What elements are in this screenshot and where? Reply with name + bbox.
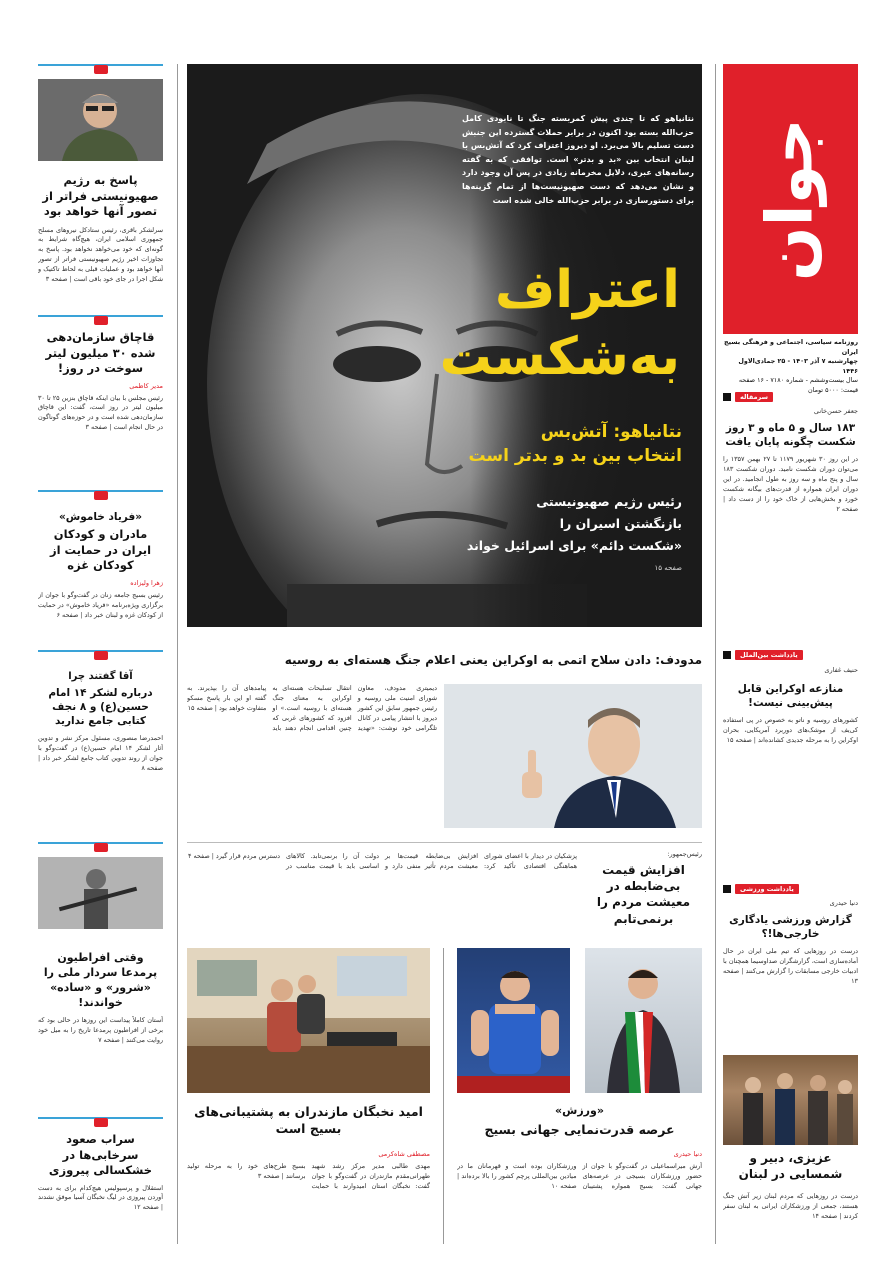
tagline: روزنامه سیاسی، اجتماعی و فرهنگی بسیج ایران <box>724 338 858 356</box>
right-story-3 <box>723 884 858 1031</box>
elites-byline: مصطفی شاه‌کرمی <box>378 1150 430 1158</box>
kicker: «فریاد خاموش» <box>59 511 142 523</box>
left-story-3 <box>38 490 163 645</box>
inflation-story <box>585 850 702 927</box>
byline: جعفر حسن‌خانی <box>813 407 858 415</box>
section-tag: یادداشت بین‌الملل <box>735 650 803 660</box>
medvedev-portrait-icon <box>444 684 702 828</box>
sport-kicker: «ورزش» <box>555 1104 604 1117</box>
newspaper-logo: جوان <box>753 118 828 281</box>
section-bar <box>723 884 858 894</box>
headline[interactable]: سراب صعود سرخابی‌ها در خشکسالی پیروزی <box>48 1132 153 1178</box>
lead-intro: نتانیاهو که تا چندی پیش کمربسته جنگ تا نابودی کامل حزب‌الله بسته بود اکنون در برابر حملات گسترده این جنبش دست تسلیم بالا می‌برد. او دیروز اعتراف کرد که آتش‌بس با لبنان انتخاب بین «بد و بدتر» است. توافقی که به گفته رسانه‌های عبری، دلایل مخرمانه زیادی در پس آن وجود دارد و نشان می‌دهد که دست صهیونیست‌ها از تمام گزینه‌ها برای دستورسازی در برابر حزب‌الله خالی شده است <box>462 114 694 205</box>
lebanon-headline[interactable]: عزیزی، دبیر و شمسایی در لبنان <box>738 1151 843 1182</box>
general-portrait-icon <box>38 79 163 161</box>
athlete-with-flag-icon <box>585 948 702 1093</box>
section-badge <box>94 843 108 852</box>
page-ref: صفحه ۱۵ <box>654 564 682 572</box>
headline[interactable]: گزارش ورزشی یادگاری خارجی‌ها!؟ <box>729 914 852 941</box>
masthead-info <box>723 338 858 396</box>
section-badge <box>94 1118 108 1127</box>
workshop-scene-icon <box>187 948 430 1093</box>
lebanon-body: درست در روزهایی که مردم لبنان زیر آتش جنگ هستند، جمعی از ورزشکاران ایرانی به لبنان سفر کردند | صفحه ۱۴ <box>723 1192 858 1220</box>
divider <box>187 842 702 843</box>
medvedev-kicker: مدودف: <box>655 653 702 667</box>
right-story-1 <box>723 392 858 623</box>
body-text: رئیس مجلس با بیان اینکه قاچاق بنزین ۲۵ تا ۳۰ میلیون لیتر در روز است، گفت: این قاچاق سازمان‌دهی شده است و در حوزه‌های گوناگون در حال انجام است | صفحه ۳ <box>38 393 163 432</box>
kicker: آقا گفتند چرا <box>68 671 133 682</box>
price: قیمت: ۵۰۰۰ تومان <box>807 386 858 395</box>
body-text: کشورهای روسیه و ناتو به خصوص در پی استفاده کی‌یف از موشک‌های دوربرد آمریکایی، بحران اوکراین را به مرحله جدیدی کشانده‌اند | صفحه ۱۵ <box>723 716 858 745</box>
lead-headline-line2[interactable]: به‌شکست <box>439 327 680 387</box>
section-square-icon <box>723 651 731 659</box>
section-badge <box>94 316 108 325</box>
headline[interactable]: مادران و کودکان ایران در حمایت از کودکان غزه <box>49 527 152 573</box>
headline[interactable]: ۱۸۳ سال و ۵ ماه و ۳ روز شکست چگونه پایان یافت <box>725 422 856 449</box>
left-story-1 <box>38 64 163 298</box>
inflation-headline[interactable]: افزایش قیمت بی‌ضابطه در معیشت مردم را برنمی‌تابم <box>596 863 691 926</box>
elites-body: مهدی طالبی مدیر مرکز رشد شهید طهرانی‌مقدم مازندران در گفت‌وگو با جوان گفت: نخبگان استان امیدوارند با حمایت بسیج طرح‌های خود را به مرحله تولید برسانند | صفحه ۳ <box>187 1162 430 1190</box>
left-story-2 <box>38 315 163 466</box>
lead-subhead-line2: انتخاب بین بد و بدتر است <box>468 446 682 466</box>
second-line2[interactable]: بازنگشتن اسیران را <box>559 516 682 531</box>
headline[interactable]: قاچاق سازمان‌دهی شده ۳۰ میلیون لیتر سوخت در روز! <box>45 330 156 376</box>
medvedev-photo <box>444 684 702 828</box>
inflation-body: پزشکیان در دیدار با اعضای شورای هماهنگی اقتصادی تأکید کرد: افزایش بی‌ضابطه قیمت‌ها بر معیشت مردم تأثیر منفی دارد و دولت آن را برنمی‌تابد. کالاهای اساسی باید با قیمت مناسب در دسترس مردم قرار گیرد | صفحه ۴ <box>188 852 577 870</box>
historic-photo <box>38 857 163 929</box>
sport-byline: دنیا حیدری <box>673 1150 702 1158</box>
byline: زهرا ولیزاده <box>130 578 163 587</box>
body-text: آستان کاملاً پیداست این روزها در حالی بود که برخی از افراطیون پرمدعا تاریخ را به میل خود روایت می‌کنند | صفحه ۷ <box>38 1016 163 1045</box>
section-badge <box>94 651 108 660</box>
second-line3[interactable]: «شکست دائم» برای اسرائیل خواند <box>466 538 682 553</box>
second-line1[interactable]: رئیس رژیم صهیونیستی <box>536 494 682 509</box>
section-bar <box>723 392 858 402</box>
column-divider <box>715 64 716 1244</box>
medvedev-title: دادن سلاح اتمی به اوکراین یعنی اعلام جنگ هسته‌ای به روسیه <box>284 653 652 667</box>
sport-body: آرش میراسماعیلی در گفت‌وگو با جوان از حضور ورزشکاران بسیجی در عرصه‌های جهانی گفت: بسیج همواره پشتیبان ورزشکاران بوده است و قهرمانان ما در میادین بین‌المللی پرچم کشور را بالا برده‌اند | صفحه ۱۰ <box>457 1162 702 1190</box>
body-text: استقلال و پرسپولیس هیچ‌کدام برای به دست آوردن پیروزی در لیگ نخبگان آسیا موفق نشدند | صفحه ۱۲ <box>38 1183 163 1212</box>
section-badge <box>94 491 108 500</box>
column-divider <box>177 64 178 1244</box>
body-text: در این روز ۳۰ شهریور ۱۱۷۹ تا ۲۷ بهمن ۱۳۵۷ را می‌توان دوران شکست نامید. دوران شکست ۱۸۳ سال و پنج ماه و سه روز به طول انجامید. در این دوران ایران همواره از قدرت‌های بیگانه شکست خورد و بخش‌هایی از خاک خود را از دست داد | صفحه ۲ <box>723 455 858 513</box>
date-line: چهارشنبه ۷ آذر ۱۴۰۳ - ۲۵ جمادی‌الاول ۱۴۴۶ <box>738 357 858 375</box>
section-tag: سرمقاله <box>735 392 773 402</box>
people-figures-icon <box>723 1055 858 1145</box>
lead-story <box>187 64 702 627</box>
column-divider <box>443 948 444 1244</box>
wrestler-figure-icon <box>457 948 570 1093</box>
wrestler-photo <box>457 948 570 1093</box>
section-tag: یادداشت ورزشی <box>735 884 799 894</box>
athlete-flag-photo <box>585 948 702 1093</box>
section-bar <box>723 650 858 660</box>
section-square-icon <box>723 885 731 893</box>
lead-headline-line1[interactable]: اعتراف <box>494 260 680 320</box>
sport-headline[interactable]: عرصه قدرت‌نمایی جهانی بسیج <box>484 1122 675 1137</box>
elites-headline[interactable]: امید نخبگان مازندران به پشتیبانی‌های بسیج است <box>194 1104 423 1136</box>
body-text: درست در روزهایی که تیم ملی ایران در حال آماده‌سازی است، گزارشگران صداوسیما همچنان با ادبیات خارجی مسابقات را گزارش می‌کنند | صفحه ۱۳ <box>723 947 858 986</box>
body-text: سرلشکر باقری، رئیس ستادکل نیروهای مسلح جمهوری اسلامی ایران، هیچ‌گاه شرایط به گونه‌ای که خود می‌خواهد نخواهد بود. پاسخ به تجاوزات اخیر رژیم صهیونیستی فراتر از تصور آنها خواهد بود و عملیات قبلی به لحاظ تاکتیک و شکل اجرا در جای خود باقی است | صفحه ۳ <box>38 225 163 284</box>
headline[interactable]: پاسخ به رژیم صهیونیستی فراتر از تصور آنها خواهد بود <box>42 173 159 219</box>
lead-subhead-line1: نتانیاهو: آتش‌بس <box>540 422 682 442</box>
headline[interactable]: منازعه اوکراین قابل پیش‌بینی نیست! <box>737 683 844 710</box>
soldier-with-rifle-icon <box>38 857 163 929</box>
lebanon-photo <box>723 1055 858 1145</box>
body-text: احمدرضا منصوری، مسئول مرکز نشر و تدوین آثار لشکر ۱۴ امام حسین(ع) در گفت‌وگو با جوان از روند تدوین کتاب جامع لشکر خبر داد | صفحه ۸ <box>38 734 163 772</box>
byline: دنیا حیدری <box>829 899 858 907</box>
medvedev-headline[interactable] <box>187 652 702 668</box>
general-photo <box>38 79 163 161</box>
masthead <box>723 64 858 334</box>
left-story-6 <box>38 1117 163 1236</box>
headline[interactable]: وقتی افراطیون پرمدعا سردار ملی را «شرور» و «ساده» خواندند! <box>43 951 158 1009</box>
right-story-2 <box>723 650 858 858</box>
left-story-4 <box>38 650 163 830</box>
section-square-icon <box>723 393 731 401</box>
medvedev-body: دیمیتری مدودف، معاون شورای امنیت ملی روسیه و رئیس جمهور سابق این کشور دیروز با انتشار پیامی در کانال تلگرامی خود نوشت: «تهدید انتقال تسلیحات هسته‌ای به اوکراین به معنای جنگ هسته‌ای با روسیه است.» او افزود که کشورهای غربی که چنین اقدامی انجام دهند باید پیامدهای آن را بپذیرند. به گفته او این بار پاسخ مسکو متفاوت خواهد بود | صفحه ۱۵ <box>187 684 437 732</box>
inflation-kicker: رئیس‌جمهور: <box>667 850 702 858</box>
body-text: رئیس بسیج جامعه زنان در گفت‌وگو با جوان از برگزاری ویژه‌برنامه «فریاد خاموش» در حمایت از کودکان غزه و لبنان خبر داد | صفحه ۶ <box>38 590 163 619</box>
byline: حنیف غفاری <box>824 666 858 674</box>
left-story-5 <box>38 842 163 1108</box>
headline[interactable]: درباره لشکر ۱۴ امام حسین(ع) و ۸ نجف کتابی جامع ندارید <box>48 686 153 727</box>
workshop-photo <box>187 948 430 1093</box>
issue-line: سال بیست‌وششم - شماره ۷۱۸۰ - ۱۶ صفحه <box>738 376 858 385</box>
byline: مدیر کاظمی <box>129 381 163 390</box>
section-badge <box>94 65 108 74</box>
